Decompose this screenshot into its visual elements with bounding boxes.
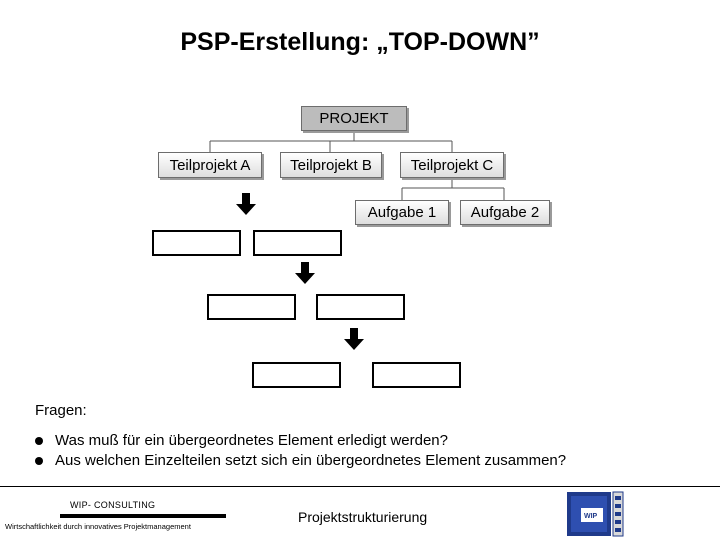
- questions-label: Fragen:: [35, 402, 87, 419]
- empty-box: [372, 362, 461, 388]
- empty-box: [316, 294, 405, 320]
- down-arrow-icon: [235, 193, 257, 215]
- footer-divider: [0, 486, 720, 487]
- empty-box: [253, 230, 342, 256]
- logo-wordmark: WIP: [584, 513, 598, 520]
- footer-company: WIP- CONSULTING: [70, 500, 156, 510]
- empty-box: [152, 230, 241, 256]
- question-item: [35, 452, 566, 469]
- wip-logo: [565, 490, 627, 538]
- tree-node-aufgabe-1: Aufgabe 1: [355, 200, 449, 225]
- tree-node-teilprojekt-c: Teilprojekt C: [400, 152, 504, 178]
- tree-node-projekt: PROJEKT: [301, 106, 407, 131]
- slide-title: PSP-Erstellung: „TOP-DOWN”: [180, 28, 540, 56]
- down-arrow-icon: [294, 262, 316, 284]
- bullet-icon: [35, 457, 43, 465]
- question-text: Aus welchen Einzelteilen setzt sich ein übergeordnetes Element zusammen?: [55, 452, 567, 469]
- bullet-icon: [35, 437, 43, 445]
- question-text: Was muß für ein übergeordnetes Element erledigt werden?: [55, 432, 448, 449]
- footer-rule: [60, 514, 226, 518]
- down-arrow-icon: [343, 328, 365, 350]
- question-item: [35, 432, 448, 449]
- footer-topic: Projektstrukturierung: [298, 509, 428, 525]
- footer-tagline: Wirtschaftlichkeit durch innovatives Projektmanagement: [5, 522, 191, 531]
- tree-node-teilprojekt-b: Teilprojekt B: [280, 152, 382, 178]
- tree-node-teilprojekt-a: Teilprojekt A: [158, 152, 262, 178]
- empty-box: [252, 362, 341, 388]
- empty-box: [207, 294, 296, 320]
- tree-node-aufgabe-2: Aufgabe 2: [460, 200, 550, 225]
